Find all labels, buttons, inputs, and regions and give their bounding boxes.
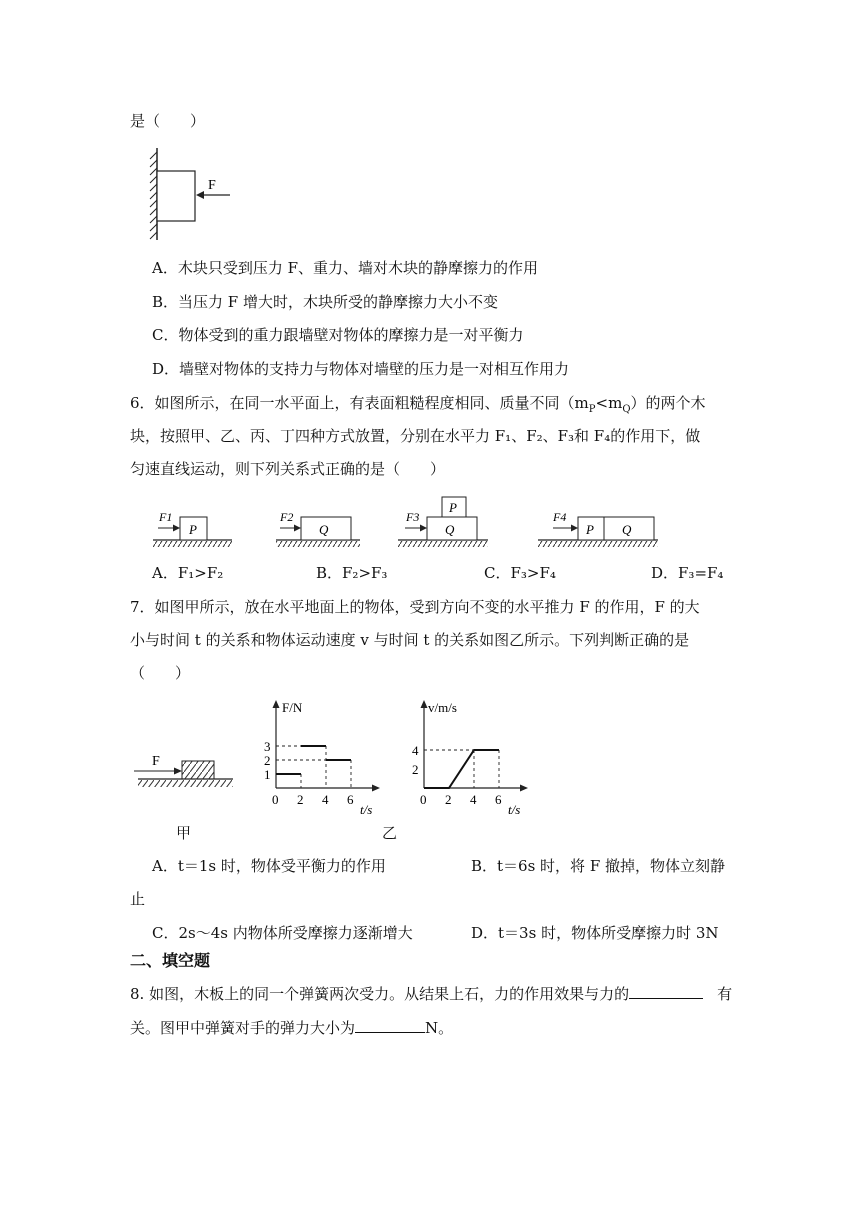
q7-force-time-chart (256, 694, 386, 814)
x-tick-label: 4 (470, 792, 477, 807)
x-axis-arrow (520, 785, 528, 792)
y-axis-arrow (273, 700, 280, 708)
x-tick-label: 0 (420, 792, 427, 807)
q6-option-d: D．F₃=F₄ (651, 564, 724, 582)
q7-fig-label-jia: 甲 (176, 824, 192, 842)
svg-text:P: P (586, 522, 594, 537)
y-tick-label: 2 (264, 753, 271, 768)
q6-fig-jia (153, 510, 232, 547)
velocity-series-line (424, 750, 499, 788)
svg-text:P: P (189, 522, 197, 537)
q7-option-b: B．t＝6s 时，将 F 撤掉，物体立刻静 (471, 857, 726, 875)
force-label-f2: F2 (280, 510, 294, 524)
q7-stem-line3: （ ） (130, 664, 191, 682)
q8-line2: 关。图甲中弹簧对手的弹力大小为 N。 (130, 1016, 453, 1038)
section-title: 二、填空题 (130, 951, 211, 970)
q5-wall-block-figure (146, 146, 242, 242)
q6-option-c: C．F₃>F₄ (484, 564, 556, 582)
q7-velocity-time-chart (404, 694, 546, 814)
q7-option-a: A．t＝1s 时，物体受平衡力的作用 (152, 857, 386, 875)
x-axis-arrow (372, 785, 380, 792)
q6-stem-line2: 块，按照甲、乙、丙、丁四种方式放置，分别在水平力 F₁、F₂、F₃和 F₄的作用下，做 (130, 427, 701, 445)
q6-option-a: A．F₁>F₂ (152, 564, 224, 582)
wooden-block (157, 171, 195, 221)
q8-line1: 8. 如图，木板上的同一个弹簧两次受力。从结果上石，力的作用效果与力的 有 (130, 982, 732, 1004)
q6-fig-bing (398, 497, 488, 547)
y-tick-label: 1 (264, 767, 271, 782)
q7-option-c: C．2s～4s 内物体所受摩擦力逐渐增大 (152, 924, 413, 942)
x-tick-label: 6 (347, 792, 354, 807)
q6-stem-line3: 匀速直线运动，则下列关系式正确的是（ ） (130, 460, 446, 478)
x-tick-label: 2 (445, 792, 452, 807)
q7-stem-line1: 7．如图甲所示，放在水平地面上的物体，受到方向不变的水平推力 F 的作用，F 的大 (130, 598, 700, 616)
q7-stem-line2: 小与时间 t 的关系和物体运动速度 v 与时间 t 的关系如图乙所示。下列判断正确的是 (130, 631, 690, 649)
svg-text:Q: Q (445, 522, 455, 537)
q5-option-d: D．墙壁对物体的支持力与物体对墙壁的压力是一对相互作用力 (152, 360, 570, 378)
y-axis-label: v/m/s (428, 700, 457, 715)
svg-text:Q: Q (622, 522, 632, 537)
q7-option-d: D．t＝3s 时，物体所受摩擦力时 3N (471, 924, 719, 942)
x-tick-label: 4 (322, 792, 329, 807)
q7-fig-label-yi: 乙 (382, 824, 398, 842)
q7-option-b-cont: 止 (130, 890, 146, 908)
q8-blank-1[interactable] (629, 982, 703, 999)
y-tick-label: 4 (412, 743, 419, 758)
y-axis-arrow (421, 700, 428, 708)
x-axis-label: t/s (360, 802, 373, 814)
q6-blocks-figure (150, 496, 740, 556)
x-tick-label: 6 (495, 792, 502, 807)
force-label-f1: F1 (159, 510, 173, 524)
force-label-f4: F4 (553, 510, 567, 524)
force-label-f: F (208, 178, 216, 193)
y-axis-label: F/N (282, 700, 303, 715)
svg-text:Q: Q (319, 522, 329, 537)
wall-hatching (150, 148, 157, 240)
svg-text:P: P (449, 500, 457, 515)
q6-fig-ding (538, 510, 658, 547)
hatched-object (182, 761, 214, 779)
q5-option-b: B．当压力 F 增大时，木块所受的静摩擦力大小不变 (152, 293, 498, 311)
q6-fig-yi (276, 510, 360, 547)
y-tick-label: 2 (412, 762, 419, 777)
q7-fig-jia-object (130, 748, 240, 798)
q8-blank-2[interactable] (355, 1016, 425, 1033)
q5-stem-tail: 是（ ） (130, 112, 206, 130)
x-axis-label: t/s (508, 802, 521, 814)
x-tick-label: 0 (272, 792, 279, 807)
q5-option-c: C．物体受到的重力跟墙壁对物体的摩擦力是一对平衡力 (152, 326, 524, 344)
q5-option-a: A．木块只受到压力 F、重力、墙对木块的静摩擦力的作用 (152, 259, 539, 277)
q6-stem-line1: 6．如图所示，在同一水平面上，有表面粗糙程度相同、质量不同$(m_P<m_Q)$的两个木 (130, 394, 706, 415)
force-label-f: F (152, 754, 160, 769)
x-tick-label: 2 (297, 792, 304, 807)
y-tick-label: 3 (264, 739, 271, 754)
q6-option-b: B．F₂>F₃ (316, 564, 388, 582)
force-label-f3: F3 (406, 510, 420, 524)
